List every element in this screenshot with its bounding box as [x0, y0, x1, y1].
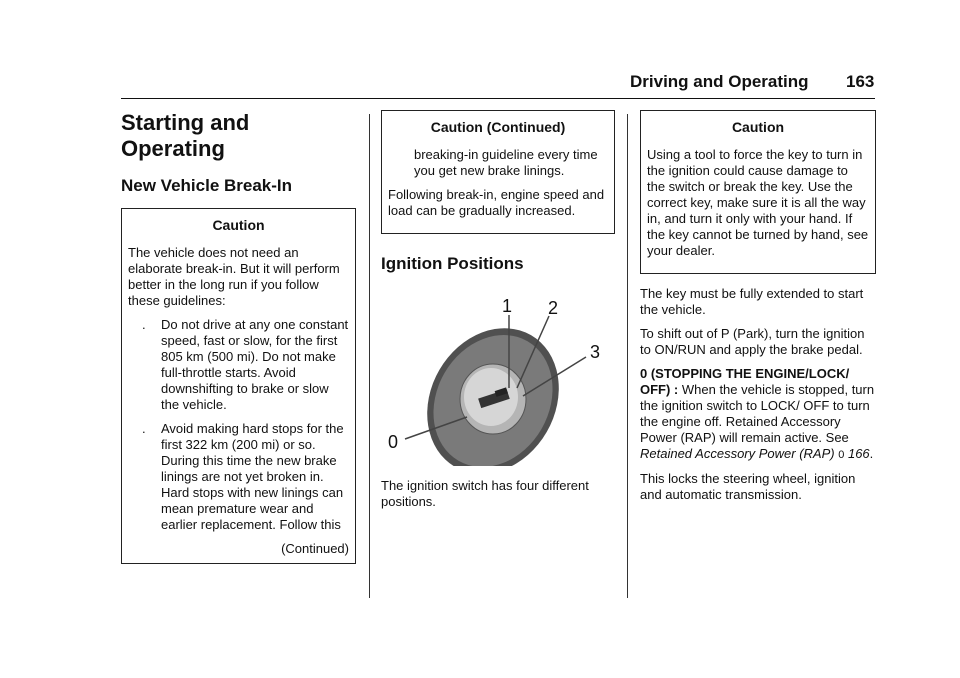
column-right [640, 110, 876, 511]
ignition-switch-figure [381, 286, 615, 466]
page-number: 163 [846, 72, 875, 91]
position-0-description: When the vehicle is stopped, turn the ignition switch to LOCK/ OFF to turn the engine off. Retained Accessory Power (RAP) will remain active. See [640, 382, 875, 445]
section-title-line1: Starting and [121, 110, 250, 135]
section-title [121, 110, 356, 162]
caution-box-key [640, 110, 876, 274]
page-reference-number[interactable]: 166 [847, 446, 870, 461]
caution-intro: The vehicle does not need an elaborate break-in. But it will perform better in the long run if you follow these guidelines: [128, 245, 340, 308]
list-item [128, 421, 349, 533]
header-rule [121, 98, 875, 99]
paragraph-lock-off: 0 (STOPPING THE ENGINE/LOCK/ OFF) : When the vehicle is stopped, turn the ignition switch to LOCK/ OFF to turn the engine off. Retained Accessory Power (RAP) will remain active. See Retained Accessory Power (RAP) 0 166. [640, 366, 875, 461]
position-label-2: 2 [548, 298, 559, 318]
caution-continued-text: breaking-in guideline every time you get new brake linings. [414, 147, 598, 178]
caution-title: Caution [212, 217, 265, 233]
position-0-label: 0 (STOPPING THE ENGINE/LOCK/ OFF) : [640, 366, 850, 397]
caution-text: Following break-in, engine speed and load can be gradually increased. [388, 187, 605, 218]
caution-title: Caution [731, 119, 785, 135]
subsection-title-break-in: New Vehicle Break-In [121, 176, 293, 195]
paragraph-key-extended: The key must be fully extended to start the vehicle. [640, 286, 864, 317]
caution-bullet-list [128, 317, 349, 533]
column-divider [627, 114, 628, 598]
page-reference-icon: 0 [838, 449, 845, 461]
paragraph-shift-park: To shift out of P (Park), turn the ignition to ON/RUN and apply the brake pedal. [640, 326, 865, 357]
caution-box-break-in [121, 208, 356, 564]
continued-marker: (Continued) [281, 541, 349, 556]
caution-text: Using a tool to force the key to turn in the ignition could cause damage to the switch or break the key. Use the correct key, make sure it is all the way in, and turn it only with your hand. If the key cannot be turned by hand, see your dealer. [647, 147, 869, 258]
bullet-text: Avoid making hard stops for the first 322 km (200 mi) or so. During this time the new brake linings are not yet broken in. Hard stops with new linings can mean premature wear and earlier replacement. Follow this [161, 421, 344, 532]
cross-reference-link[interactable]: Retained Accessory Power (RAP) [640, 446, 835, 461]
running-header-section: Driving and Operating [630, 72, 809, 91]
bullet-text: Do not drive at any one constant speed, fast or slow, for the first 805 km (500 mi). Do not make full-throttle starts. Avoid downshifting to brake or slow the vehicle. [161, 317, 349, 412]
bullet-icon: . [142, 421, 146, 436]
section-title-line2: Operating [121, 136, 225, 161]
ignition-switch-illustration [381, 286, 615, 466]
caution-title: Caution (Continued) [430, 119, 566, 135]
position-label-1: 1 [502, 296, 513, 316]
caution-box-continued [381, 110, 615, 234]
column-left [121, 110, 356, 564]
list-item [128, 317, 349, 413]
column-middle [381, 110, 615, 518]
column-divider [369, 114, 370, 598]
position-label-3: 3 [590, 342, 601, 362]
subsection-title-ignition: Ignition Positions [381, 254, 524, 273]
paragraph-locks: This locks the steering wheel, ignition and automatic transmission. [640, 471, 856, 502]
figure-caption: The ignition switch has four different positions. [381, 478, 589, 509]
bullet-icon: . [142, 317, 146, 332]
position-label-0: 0 [388, 432, 399, 452]
